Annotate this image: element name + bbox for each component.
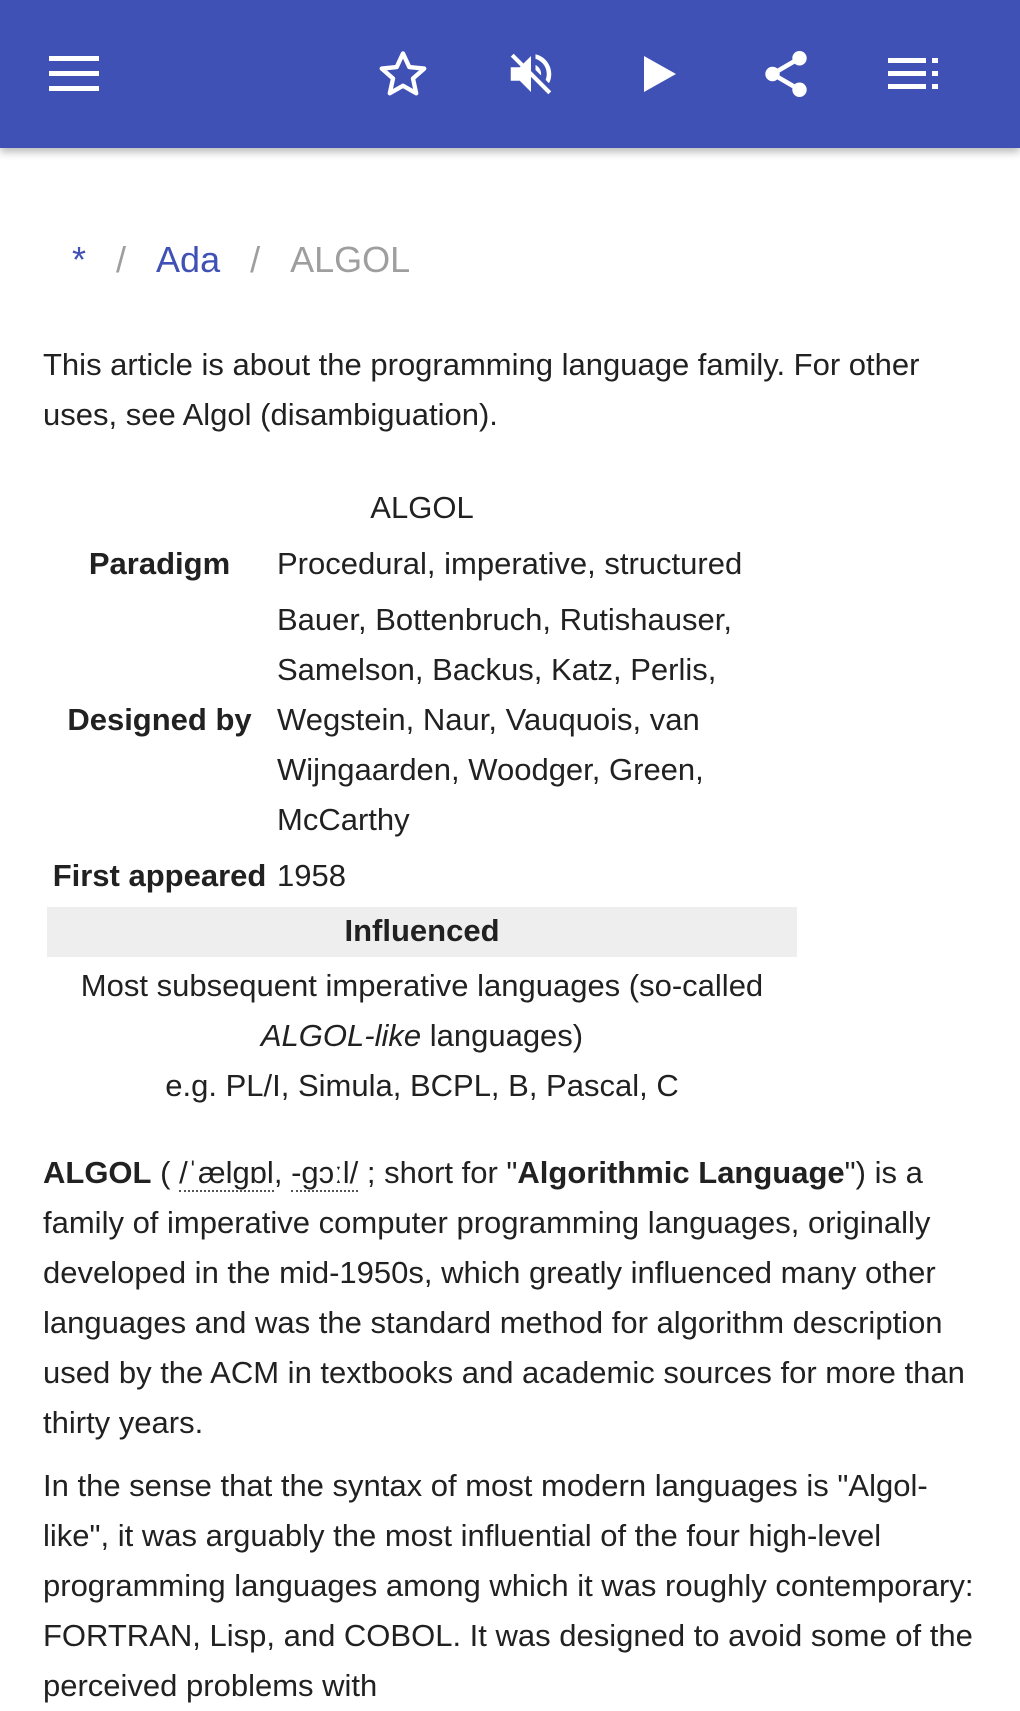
influenced-header: Influenced bbox=[47, 907, 797, 957]
influenced-text: Most subsequent imperative languages (so-called bbox=[80, 968, 764, 1003]
first-appeared-label: First appeared bbox=[52, 858, 267, 893]
article-name: ALGOL bbox=[43, 1155, 152, 1190]
intro-text: , bbox=[273, 1155, 292, 1190]
infobox-row-first-appeared bbox=[47, 851, 797, 901]
star-icon bbox=[376, 48, 430, 100]
breadcrumb-current: ALGOL bbox=[290, 239, 411, 280]
toolbar bbox=[0, 0, 1020, 148]
designed-by-value: Bauer, Bottenbruch, Rutishauser, Samelson, Backus, Katz, Perlis, Wegstein, Naur, Vauquois, van Wijngaarden, Woodger, Green, McCarthy bbox=[277, 602, 732, 837]
breadcrumb-separator: / bbox=[116, 239, 127, 280]
favorite-button[interactable] bbox=[363, 34, 443, 114]
breadcrumb-separator: / bbox=[250, 239, 261, 280]
menu-button[interactable] bbox=[34, 34, 114, 114]
mute-button[interactable] bbox=[491, 34, 571, 114]
full-name: Algorithmic Language bbox=[517, 1155, 845, 1190]
intro-text: ( bbox=[151, 1155, 180, 1190]
play-icon bbox=[642, 54, 678, 94]
paradigm-value: Procedural, imperative, structured bbox=[277, 546, 743, 581]
intro-text: ; short for " bbox=[358, 1155, 518, 1190]
designed-by-label: Designed by bbox=[67, 702, 252, 737]
ipa-pronunciation-1[interactable]: /ˈælɡɒl bbox=[179, 1155, 274, 1190]
volume-off-icon bbox=[504, 47, 558, 101]
share-button[interactable] bbox=[746, 34, 826, 114]
influenced-italic: ALGOL-like bbox=[260, 1018, 422, 1053]
menu-icon bbox=[49, 56, 99, 92]
second-paragraph: In the sense that the syntax of most modern languages is "Algol-like", it was arguably the most influential of the four high-level programming languages among which it was roughly contemporary: FORTRAN, Lisp, and COBOL. It was designed to avoid some of the perceived problems with bbox=[43, 1468, 974, 1703]
influenced-examples: e.g. PL/I, Simula, BCPL, B, Pascal, C bbox=[165, 1068, 679, 1103]
infobox-row-paradigm bbox=[47, 539, 797, 589]
hatnote: This article is about the programming language family. For other uses, see Algol (disambiguation). bbox=[43, 347, 920, 432]
infobox-caption: ALGOL bbox=[370, 490, 474, 525]
play-button[interactable] bbox=[620, 34, 700, 114]
breadcrumb bbox=[72, 238, 410, 282]
first-appeared-value: 1958 bbox=[277, 858, 346, 893]
paradigm-label: Paradigm bbox=[88, 546, 231, 581]
intro-text: ") is a family of imperative computer programming languages, originally developed in the mid-1950s, which greatly influenced many other languages and was the standard method for algorithm description used by the ACM in textbooks and academic sources for more than thirty years. bbox=[43, 1155, 965, 1440]
infobox bbox=[47, 483, 797, 1111]
breadcrumb-ada-link[interactable]: Ada bbox=[156, 239, 221, 280]
contents-button[interactable] bbox=[874, 34, 954, 114]
infobox-row-designed-by bbox=[47, 595, 797, 845]
intro-paragraph bbox=[43, 1148, 983, 1448]
influenced-text-end: languages) bbox=[421, 1018, 584, 1053]
share-icon bbox=[759, 45, 813, 103]
playlist-icon bbox=[888, 58, 940, 90]
breadcrumb-root-link[interactable]: * bbox=[72, 239, 87, 280]
influenced-value bbox=[47, 961, 797, 1061]
ipa-pronunciation-2[interactable]: -ɡɔːl/ bbox=[291, 1155, 359, 1190]
